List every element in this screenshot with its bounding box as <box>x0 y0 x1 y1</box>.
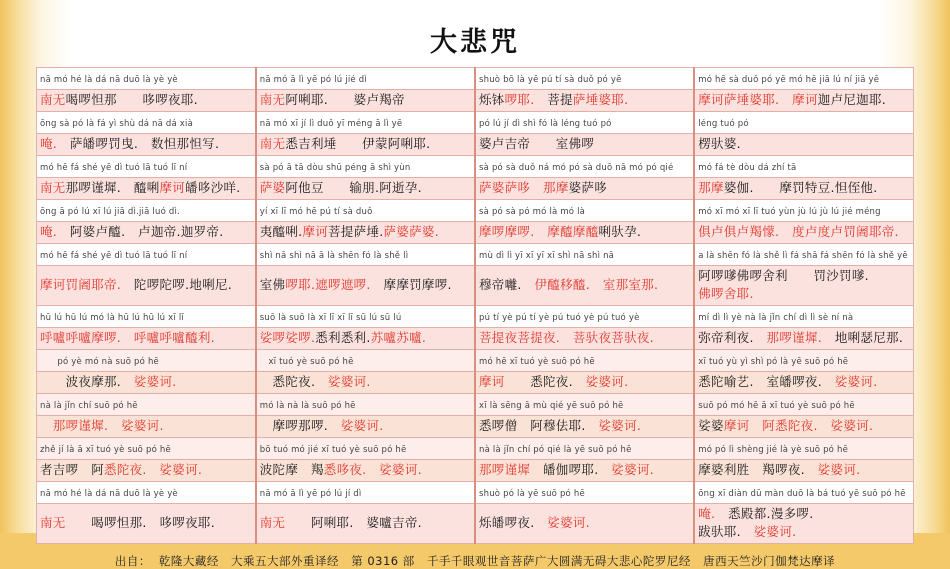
hanzi-segment: 地唎尼. <box>189 277 233 293</box>
mantra-table <box>36 67 914 544</box>
hanzi-segment: 婆卢吉帝 <box>479 136 531 152</box>
footer-sutra: 千手千眼观世音菩萨广大圆满无碍大悲心陀罗尼经 <box>426 553 691 568</box>
hanzi-segment: 娑婆诃. <box>534 514 590 530</box>
hanzi-row <box>37 90 914 112</box>
hanzi-cell <box>37 459 256 481</box>
pinyin-cell <box>256 112 475 134</box>
hanzi-cell <box>694 503 913 543</box>
pinyin-cell <box>256 68 475 90</box>
pinyin-cell <box>694 244 913 266</box>
hanzi-cell <box>37 222 256 244</box>
hanzi-segment: 摩婆利胜 <box>698 462 750 478</box>
pinyin-text: mù dì lì yī xī yī xī shì nā shì nā <box>479 251 615 262</box>
hanzi-cell <box>37 90 256 112</box>
hanzi-segment: 阿穆佉耶. <box>517 418 586 434</box>
pinyin-text: zhě jí là ā xī tuó yè suō pó hē <box>40 445 171 456</box>
hanzi-cell <box>694 90 913 112</box>
hanzi-segment: 俱卢俱卢羯懞. <box>698 224 780 240</box>
footer-canon: 乾隆大藏经 <box>158 553 219 568</box>
pinyin-text: pú tí yè pú tí yè pú tuó yè pú tuó yè <box>479 313 640 324</box>
pinyin-row <box>37 349 914 371</box>
hanzi-segment: 室那室那. <box>602 277 659 293</box>
hanzi-cell <box>256 134 475 156</box>
pinyin-text: nā mó hé là dá nā duō là yè yè <box>40 489 178 500</box>
hanzi-cell <box>256 371 475 393</box>
hanzi-segment: 娑婆诃. <box>740 524 797 540</box>
hanzi-cell <box>475 134 694 156</box>
hanzi-segment: 呼嚧呼嚧摩啰. <box>40 330 122 346</box>
pinyin-text: ōng xī diàn dū màn duō là bá tuó yē suō pó hē <box>698 489 906 500</box>
hanzi-segment: 唵. <box>698 505 716 521</box>
hanzi-segment: 南无 <box>40 514 66 530</box>
hanzi-segment: 哆啰夜耶. <box>146 514 215 530</box>
pinyin-text: nà là jǐn chí pó qié là yē suō pó hē <box>479 445 632 456</box>
hanzi-segment: 娑婆 <box>698 418 724 434</box>
hanzi-segment: 卢迦帝.迦罗帝. <box>125 224 224 240</box>
hanzi-segment: 萨皤啰罚曳. <box>57 136 139 152</box>
hanzi-cell <box>475 178 694 200</box>
pinyin-cell <box>37 156 256 178</box>
hanzi-cell <box>694 222 913 244</box>
hanzi-segment: 罚沙罚嗲. <box>787 268 869 283</box>
hanzi-cell <box>694 327 913 349</box>
pinyin-cell <box>694 68 913 90</box>
hanzi-segment: 输朋.阿逝孕. <box>323 180 422 196</box>
hanzi-row <box>37 222 914 244</box>
hanzi-segment: 娑婆诃. <box>598 462 654 478</box>
hanzi-segment: 阿 <box>78 462 105 478</box>
hanzi-row <box>37 134 914 156</box>
hanzi-segment: 阿唎耶. <box>285 514 354 530</box>
pinyin-cell <box>256 200 475 222</box>
hanzi-cell <box>256 459 475 481</box>
hanzi-cell <box>256 415 475 437</box>
hanzi-segment: 婆伽. <box>723 180 754 196</box>
pinyin-cell <box>475 68 694 90</box>
pinyin-cell <box>475 112 694 134</box>
hanzi-cell <box>475 90 694 112</box>
pinyin-cell <box>37 305 256 327</box>
hanzi-segment: 娑婆诃. <box>121 374 177 390</box>
footer-translator: 唐西天竺沙门伽梵达摩译 <box>703 553 836 568</box>
hanzi-segment: 菩提夜菩提夜. <box>479 330 561 346</box>
hanzi-segment: 漫多啰. <box>770 505 814 521</box>
pinyin-text: ōng ā pó lú xī lú jiā dì.jiā luó dì. <box>40 207 180 218</box>
pinyin-cell <box>37 244 256 266</box>
pinyin-row <box>37 68 914 90</box>
hanzi-segment: 摩啰那啰. <box>259 418 329 434</box>
hanzi-segment: 婆萨哆 <box>568 180 608 196</box>
pinyin-row <box>37 156 914 178</box>
pinyin-cell <box>694 393 913 415</box>
pinyin-cell <box>37 200 256 222</box>
pinyin-text: mó pó lì shèng jié là yè suō pó hē <box>698 445 849 456</box>
hanzi-segment <box>522 277 535 292</box>
hanzi-segment: 跋驮耶. <box>698 524 741 540</box>
hanzi-segment: 菩提萨埵. <box>328 224 384 240</box>
hanzi-segment: 萨埵婆耶. <box>572 92 629 108</box>
hanzi-segment: 菩驮夜菩驮夜. <box>560 330 654 346</box>
hanzi-segment: 娑婆诃. <box>146 462 203 478</box>
pinyin-cell <box>694 156 913 178</box>
pinyin-text: suō là suō là xī lī xī lī sū lú sū lú <box>259 313 402 324</box>
hanzi-segment: 摩诃 <box>302 224 329 240</box>
hanzi-segment: 波夜摩那. <box>40 374 122 390</box>
hanzi-segment: 哆啰夜耶. <box>116 92 198 108</box>
hanzi-segment: 皤伽啰耶. <box>530 462 599 478</box>
pinyin-text: nā mó ā lì yē pó lú jié dì <box>259 75 367 86</box>
hanzi-cell <box>37 178 256 200</box>
hanzi-segment: 南无 <box>259 136 286 152</box>
hanzi-segment: 者吉啰 <box>40 462 79 478</box>
hanzi-cell <box>694 415 913 437</box>
pinyin-cell <box>694 437 913 459</box>
hanzi-segment <box>754 330 767 345</box>
hanzi-segment: 那啰谨墀 <box>479 462 531 478</box>
hanzi-segment: 唎驮孕. <box>598 224 642 240</box>
hanzi-segment: 那摩 <box>698 180 724 196</box>
hanzi-segment: 穆帝囄. <box>479 277 522 293</box>
pinyin-row <box>37 393 914 415</box>
hanzi-row <box>37 178 914 200</box>
hanzi-segment: 阿啰嗲佛啰舍利 <box>698 268 788 283</box>
hanzi-segment: 娑婆诃. <box>366 462 422 478</box>
hanzi-segment: 喝啰怛那. <box>65 514 147 530</box>
hanzi-segment: 菩提 <box>534 92 573 108</box>
pinyin-text: shuò bō là yē pú tí sà duǒ pó yē <box>479 75 622 86</box>
hanzi-cell <box>256 222 475 244</box>
hanzi-segment: 婆卢羯帝 <box>328 92 405 108</box>
pinyin-cell <box>475 349 694 371</box>
hanzi-segment: 楞驮婆. <box>698 136 741 152</box>
hanzi-cell <box>37 371 256 393</box>
hanzi-cell <box>256 178 475 200</box>
hanzi-segment: 烁皤啰夜. <box>479 514 535 530</box>
hanzi-segment: 夷醯唎. <box>259 224 303 240</box>
pinyin-text: nā mó xī jí lì duǒ yī méng ā lì yē <box>259 119 403 130</box>
hanzi-segment: 那啰谨墀. <box>766 330 823 346</box>
hanzi-segment: 阿唎耶. <box>387 136 431 152</box>
hanzi-segment: 迦卢尼迦耶. <box>817 92 887 108</box>
hanzi-segment: 皤哆沙咩. <box>185 180 241 196</box>
pinyin-text: shuò pó là yē suō pó hē <box>479 489 585 500</box>
source-footer <box>36 553 914 569</box>
hanzi-row <box>37 459 914 481</box>
hanzi-segment: 摩诃 <box>40 277 66 293</box>
hanzi-segment: 伊蒙 <box>336 136 388 152</box>
hanzi-segment: 啰耶. <box>285 277 316 293</box>
hanzi-segment: 娑婆诃. <box>108 418 164 434</box>
hanzi-segment: 悉陀夜. <box>504 374 573 390</box>
pinyin-cell <box>37 112 256 134</box>
pinyin-cell <box>37 349 256 371</box>
pinyin-cell <box>694 200 913 222</box>
footer-prefix: 出自： <box>114 553 151 568</box>
hanzi-segment: 怛侄他. <box>834 180 878 196</box>
hanzi-cell <box>37 503 256 543</box>
hanzi-segment: 娑婆诃. <box>328 418 384 434</box>
hanzi-segment: 摩诃 <box>792 92 818 108</box>
pinyin-row <box>37 481 914 503</box>
pinyin-cell <box>694 349 913 371</box>
hanzi-segment: 啰耶. <box>504 92 535 108</box>
hanzi-segment: 羯啰夜. <box>749 462 805 478</box>
hanzi-segment <box>371 277 384 292</box>
pinyin-text: nà là jǐn chí suō pó hē <box>40 401 138 412</box>
hanzi-segment: 烁钵 <box>479 92 505 108</box>
hanzi-segment: 度卢度卢罚阇耶帝. <box>792 224 899 240</box>
pinyin-text: mó hē sà duǒ pó yē mó hē jiā lú ní jiā yē <box>698 75 880 86</box>
pinyin-cell <box>256 156 475 178</box>
hanzi-segment: 摩罚特豆. <box>753 180 835 196</box>
hanzi-cell <box>475 327 694 349</box>
pinyin-text: mó hē fá shé yē dì tuó lā tuó lī ní <box>40 163 188 174</box>
hanzi-row <box>37 371 914 393</box>
hanzi-segment: 悉利悉利. <box>315 330 371 346</box>
hanzi-cell <box>475 415 694 437</box>
hanzi-segment: 娑婆诃. <box>804 462 861 478</box>
hanzi-segment: 南无 <box>259 92 286 108</box>
hanzi-segment: 悉陀夜. <box>259 374 316 390</box>
hanzi-row <box>37 327 914 349</box>
pinyin-cell <box>256 393 475 415</box>
pinyin-text: xī tuó yù yì shì pó là yē suō pó hē <box>698 357 849 368</box>
hanzi-segment: 娑啰娑啰. <box>259 330 316 346</box>
pinyin-cell <box>256 244 475 266</box>
hanzi-segment <box>779 224 792 239</box>
hanzi-segment <box>779 92 792 107</box>
pinyin-text: shì nā shì nā ā là shēn fó là shě lì <box>259 251 409 262</box>
hanzi-segment: 娑婆诃. <box>572 374 629 390</box>
pinyin-row <box>37 305 914 327</box>
hanzi-cell <box>256 90 475 112</box>
pinyin-text: mó fá tè dòu dá zhí tā <box>698 163 797 174</box>
hanzi-segment: 悉啰僧 <box>479 418 518 434</box>
hanzi-segment: 阿婆卢醯. <box>57 224 126 240</box>
hanzi-segment: 萨婆萨哆 <box>479 180 531 196</box>
footer-section: 大乘五大部外重译经 <box>231 553 340 568</box>
hanzi-segment: 室佛 <box>259 277 286 293</box>
hanzi-cell <box>256 266 475 306</box>
pinyin-cell <box>256 481 475 503</box>
pinyin-row <box>37 200 914 222</box>
hanzi-cell <box>694 371 913 393</box>
hanzi-segment: 南无 <box>40 180 66 196</box>
hanzi-cell <box>256 327 475 349</box>
hanzi-segment: 婆嚧吉帝. <box>353 514 422 530</box>
hanzi-cell <box>475 222 694 244</box>
hanzi-segment: 娑婆诃. <box>315 374 371 390</box>
pinyin-cell <box>475 437 694 459</box>
pinyin-text: sà pó ā tā dòu shū péng ā shì yùn <box>259 163 411 174</box>
pinyin-cell <box>694 481 913 503</box>
hanzi-segment: 摩诃 <box>723 418 750 434</box>
hanzi-segment <box>534 224 547 239</box>
hanzi-segment: 地唎瑟尼那. <box>822 330 904 346</box>
hanzi-segment: 萨埵婆耶. <box>723 92 780 108</box>
hanzi-cell <box>475 459 694 481</box>
hanzi-segment: 伊醯移醯. <box>534 277 590 293</box>
pinyin-text: sà pó sà duǒ ná mó pó sà duō nā mó pó qié <box>479 163 674 174</box>
pinyin-text: hū lú hū lú mó là hū lú hū lú xī lī <box>40 313 184 324</box>
hanzi-row <box>37 415 914 437</box>
hanzi-cell <box>475 371 694 393</box>
pinyin-row <box>37 244 914 266</box>
hanzi-segment: 摩醯摩醯 <box>547 224 599 240</box>
hanzi-segment: 南无 <box>40 92 66 108</box>
hanzi-segment: 遮啰遮啰. <box>315 277 371 293</box>
hanzi-cell <box>475 503 694 543</box>
hanzi-segment: 波陀摩 <box>259 462 299 478</box>
hanzi-segment: 悉陀夜. <box>104 462 147 478</box>
hanzi-segment: 那啰谨墀. <box>40 418 109 434</box>
pinyin-text: mó xī mó xī lī tuó yùn jù lú jù lú jié méng <box>698 207 881 218</box>
hanzi-segment: 唵. <box>40 224 58 240</box>
pinyin-row <box>37 112 914 134</box>
pinyin-cell <box>694 305 913 327</box>
hanzi-row <box>37 503 914 543</box>
hanzi-segment: 陀啰陀啰. <box>121 277 190 293</box>
hanzi-segment: 悉殿都. <box>715 505 771 521</box>
hanzi-segment: 唵. <box>40 136 58 152</box>
pinyin-text: mó hē fá shé yē dì tuó lā tuó lī ní <box>40 251 188 262</box>
pinyin-cell <box>475 481 694 503</box>
hanzi-segment: 那啰谨墀. <box>65 180 122 196</box>
hanzi-segment: 娑婆诃. <box>585 418 642 434</box>
pinyin-cell <box>256 437 475 459</box>
pinyin-text: xī tuó yè suō pó hē <box>259 357 354 368</box>
hanzi-segment: 室佛啰 <box>530 136 595 152</box>
hanzi-segment: 弥帝利夜. <box>698 330 754 346</box>
hanzi-segment: 摩诃 <box>698 92 724 108</box>
hanzi-segment: 醯唎 <box>121 180 160 196</box>
hanzi-segment: 阿悉陀夜. <box>749 418 818 434</box>
hanzi-segment <box>530 180 543 195</box>
pinyin-text: xī là sēng ā mù qié yē suō pó hē <box>479 401 624 412</box>
hanzi-cell <box>37 134 256 156</box>
pinyin-text: yí xī lī mó hē pú tí sà duǒ <box>259 207 373 218</box>
hanzi-segment: 摩诃 <box>479 374 505 390</box>
pinyin-cell <box>694 112 913 134</box>
hanzi-segment: 悉哆夜. <box>323 462 367 478</box>
hanzi-segment: 悉吉利埵 <box>285 136 337 152</box>
pinyin-cell <box>475 244 694 266</box>
hanzi-segment: 佛啰舍耶. <box>698 286 754 302</box>
hanzi-segment: 室皤啰夜. <box>753 374 823 390</box>
pinyin-text: ōng sà pó là fá yì shù dá nā dá xià <box>40 119 194 130</box>
hanzi-cell <box>694 459 913 481</box>
hanzi-segment: 悉陀喻艺. <box>698 374 754 390</box>
pinyin-cell <box>37 481 256 503</box>
hanzi-segment: 萨婆 <box>259 180 286 196</box>
pinyin-text: a là shēn fó là shě lì fá shā fá shēn fó là shě yē <box>698 251 908 262</box>
hanzi-cell <box>694 178 913 200</box>
pinyin-text: léng tuó pó <box>698 119 749 130</box>
pinyin-row <box>37 437 914 459</box>
pinyin-cell <box>256 349 475 371</box>
hanzi-segment: 摩啰摩啰. <box>479 224 535 240</box>
pinyin-text: pó yè mó nà suō pó hē <box>40 357 159 368</box>
hanzi-segment: 萨婆萨婆. <box>383 224 440 240</box>
pinyin-text: pó lú jí dì shì fó là léng tuó pó <box>479 119 612 130</box>
pinyin-text: mí dì lì yè nà là jǐn chí dì lì sè ní nà <box>698 313 854 324</box>
hanzi-segment: 喝啰怛那 <box>65 92 117 108</box>
pinyin-cell <box>256 305 475 327</box>
hanzi-segment: 娑婆诃. <box>822 374 878 390</box>
mantra-table-wrap <box>36 67 914 569</box>
hanzi-row <box>37 266 914 306</box>
pinyin-text: nā mó hé là dá nā duō là yè yè <box>40 75 178 86</box>
hanzi-cell <box>37 266 256 306</box>
hanzi-segment: 阿他豆 <box>285 180 324 196</box>
pinyin-text: mó hē xī tuó yè suō pó hē <box>479 357 595 368</box>
pinyin-text: bō tuó mó jié xī tuó yè suō pó hē <box>259 445 407 456</box>
pinyin-cell <box>37 393 256 415</box>
hanzi-segment: 阿唎耶. <box>285 92 329 108</box>
hanzi-segment: 羯 <box>298 462 324 478</box>
hanzi-segment: 呼嚧呼嚧醯利. <box>121 330 215 346</box>
pinyin-text: mó là nà là suō pó hē <box>259 401 356 412</box>
hanzi-segment: 娑婆诃. <box>817 418 874 434</box>
hanzi-cell <box>37 327 256 349</box>
hanzi-segment: 罚阇耶帝. <box>65 277 122 293</box>
pinyin-text: nā mó ā lì yē pó lú jí dì <box>259 489 362 500</box>
pinyin-cell <box>37 68 256 90</box>
hanzi-segment: 那摩 <box>543 180 569 196</box>
pinyin-cell <box>475 156 694 178</box>
hanzi-cell <box>694 266 913 306</box>
hanzi-segment: 摩诃 <box>159 180 186 196</box>
pinyin-cell <box>37 437 256 459</box>
pinyin-text: suō pó mó hē ā xī tuó yè suō pó hē <box>698 401 855 412</box>
hanzi-cell <box>256 503 475 543</box>
footer-number: 第 0316 部 <box>351 553 415 568</box>
hanzi-segment: 摩摩罚摩啰. <box>383 277 452 293</box>
pinyin-cell <box>475 305 694 327</box>
hanzi-cell <box>37 415 256 437</box>
hanzi-segment <box>590 277 603 292</box>
hanzi-segment: 数怛那怛写. <box>138 136 220 152</box>
hanzi-cell <box>694 134 913 156</box>
pinyin-text: sà pó sà pó mó là mó là <box>479 207 586 218</box>
hanzi-cell <box>475 266 694 306</box>
hanzi-segment: 苏嚧苏嚧. <box>370 330 427 346</box>
page-title: 大悲咒 <box>430 27 520 58</box>
pinyin-cell <box>475 200 694 222</box>
pinyin-cell <box>475 393 694 415</box>
hanzi-segment: 南无 <box>259 514 286 530</box>
